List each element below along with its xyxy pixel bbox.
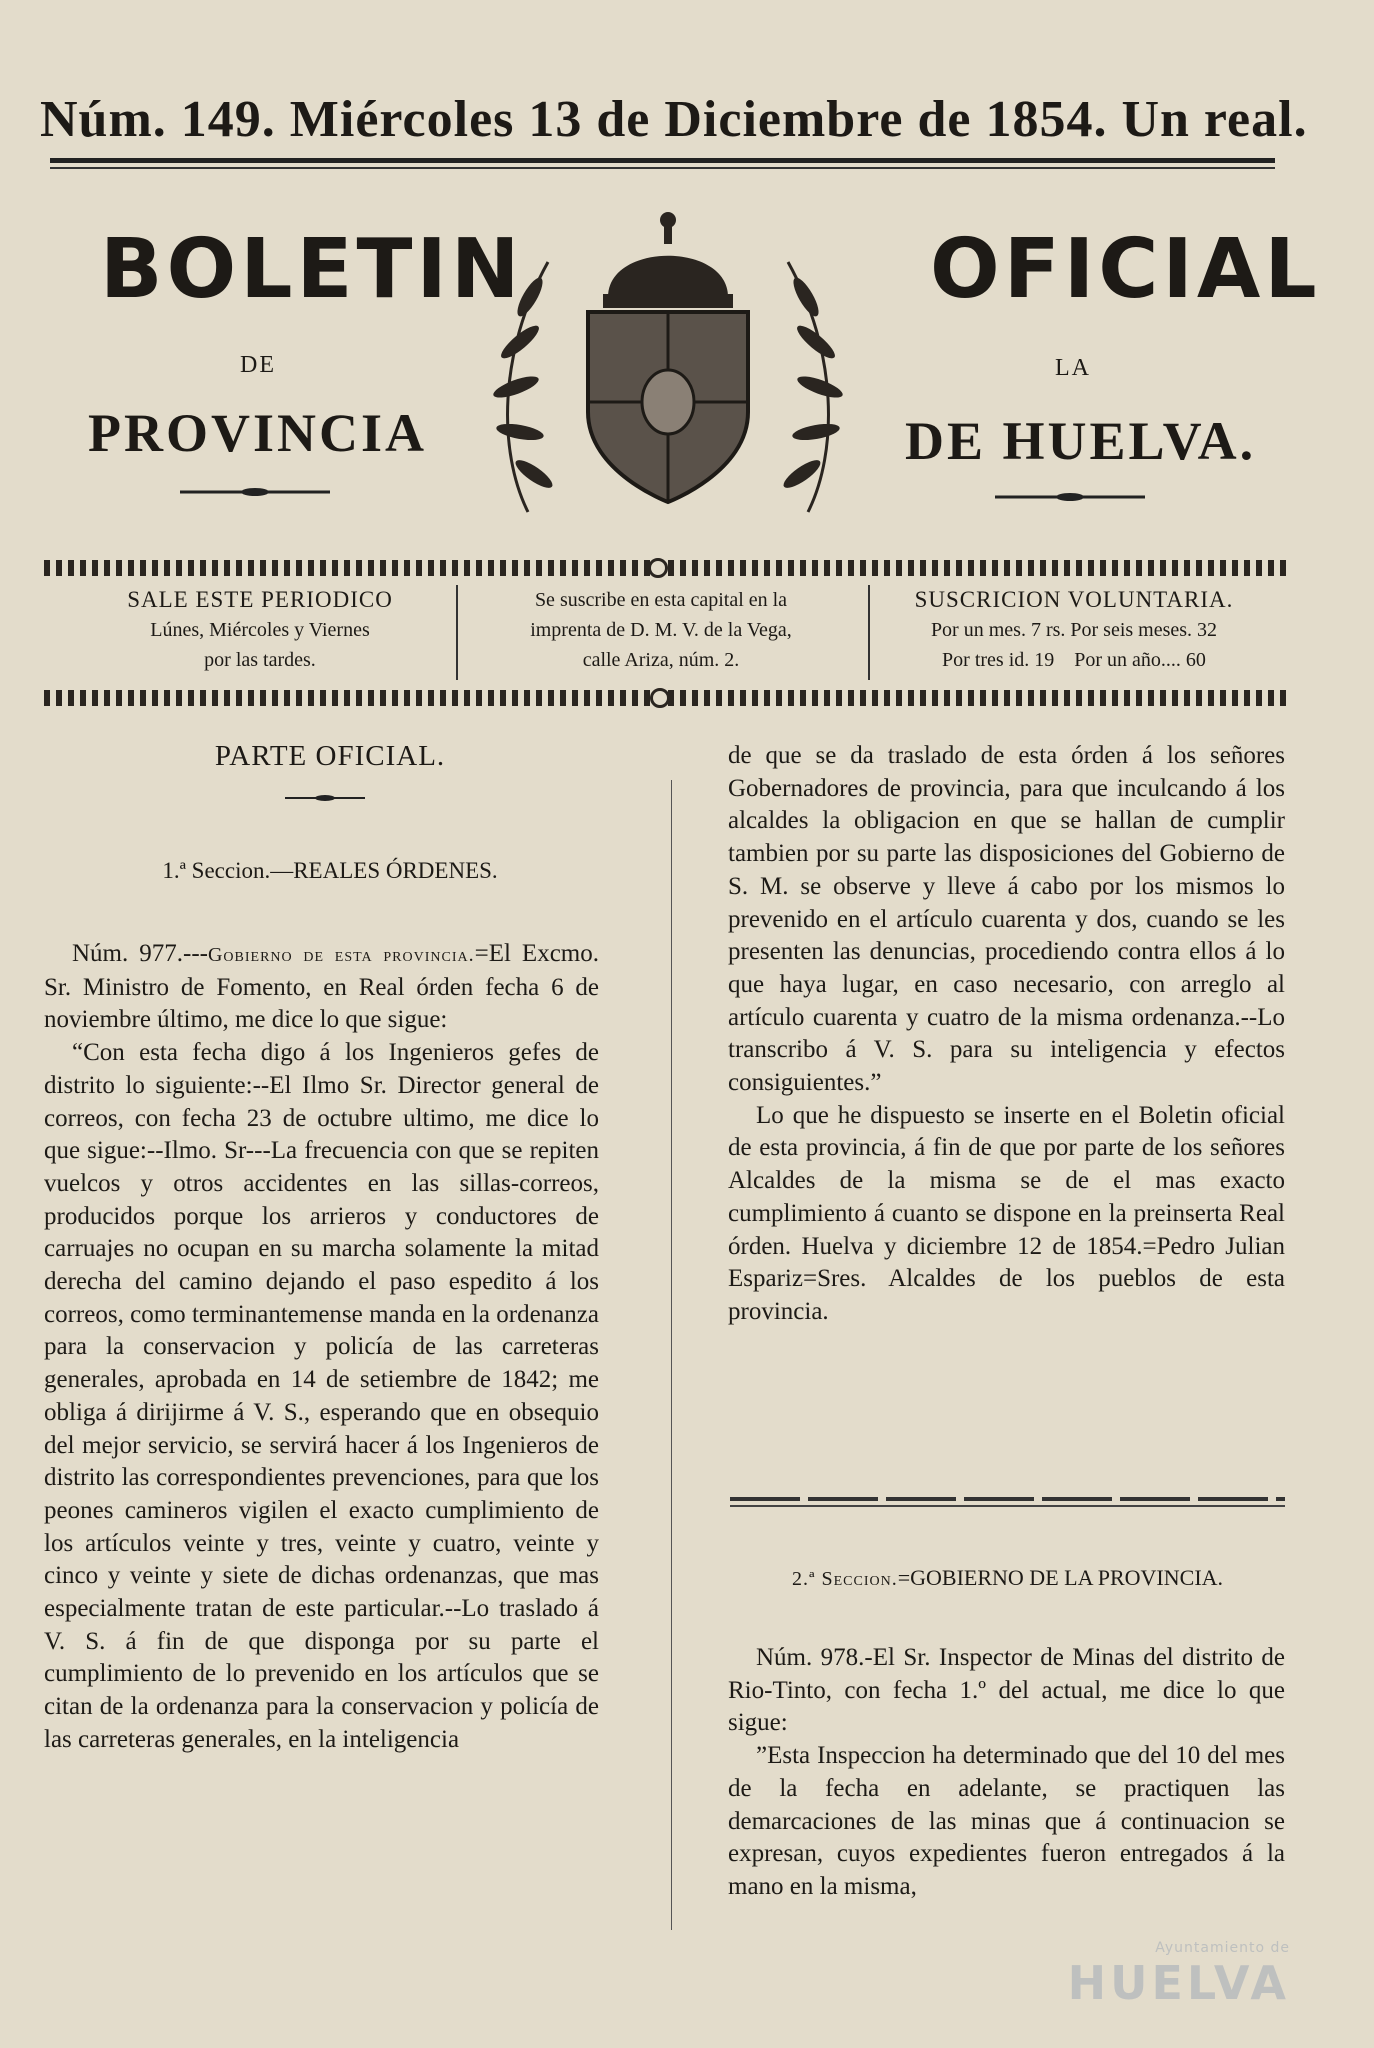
right-column-text-bottom <box>728 1642 1285 1904</box>
flourish-left <box>180 487 330 497</box>
info-box-publication <box>95 585 425 680</box>
decree-977-body: =El Excmo. Sr. Ministro de Fomento, en Real órden fecha 6 de noviembre último, me dice lo que sigue: <box>44 940 599 1034</box>
archive-watermark <box>990 1940 1290 2020</box>
section-2-title: =GOBIERNO DE LA PROVINCIA. <box>897 1565 1224 1590</box>
heading-flourish <box>285 793 365 803</box>
info-center-line2: imprenta de D. M. V. de la Vega, <box>530 619 792 641</box>
info-right-head: SUSCRICION VOLUNTARIA. <box>914 587 1234 612</box>
decree-977-number: Núm. 977.--- <box>72 940 208 967</box>
info-right-line3: Por tres id. 19 Por un año.... 60 <box>942 649 1206 671</box>
decree-977-quoted-order: “Con esta fecha digo á los Ingenieros gefes de distrito lo siguiente:--El Ilmo Sr. Director general de correos, con fecha 23 de octubre ultimo, me dice lo que sigue:--Ilmo. Sr---La frecuencia con que se repiten vuelcos y otros accidentes en las sillas-correos, producidos porque los arrieros y conductores de carruajes no ocupan en su marcha solamente la mitad derecha del camino dejando el paso espedito á los correos, como terminantemense manda en la ordenanza para la conservacion y policía de las carreteras generales, aprobada en 14 de setiembre de 1842; me obliga á dirijirme á V. S., esperando que en obsequio del mejor servicio, se servirá hacer á los Ingenieros de distrito las correspondientes prevenciones, para que los peones camineros vigilen el exacto cumplimiento de los artículos veinte y tres, veinte y cuatro, veinte y cinco y veinte y siete de dichas ordenanzas, que mas especialmente tratan de este particular.--Lo traslado á V. S. á fin de que disponga por su parte el cumplimiento de lo prevenido en los artículos que se citan de la ordenanza para la conservacion y policía de las carreteras generales, en la inteligencia <box>44 1039 599 1753</box>
section-2-label: 2.ª Seccion. <box>791 1568 898 1590</box>
watermark-line2: HUELVA <box>1067 1956 1290 2010</box>
royal-crest-emblem <box>468 202 868 522</box>
decree-977-authority: Gobierno de esta provincia. <box>207 944 475 966</box>
info-box-subscription-place <box>466 585 856 680</box>
masthead-rule-thick <box>50 158 1275 163</box>
section-1-heading: 1.ª Seccion.—REALES ÓRDENES. <box>162 858 498 883</box>
masthead-rule-thin <box>50 167 1275 169</box>
section-divider-thick <box>730 1497 1285 1501</box>
info-left-line3: por las tardes. <box>204 649 316 671</box>
flourish-right <box>995 492 1145 502</box>
info-left-line2: Lúnes, Miércoles y Viernes <box>150 619 370 641</box>
title-la: LA <box>1055 355 1091 381</box>
decree-977-intro <box>44 938 599 1037</box>
section-divider-thin <box>730 1505 1285 1507</box>
info-left-head: SALE ESTE PERIODICO <box>127 587 393 612</box>
section-2-heading <box>730 1565 1285 1591</box>
info-divider-1 <box>456 585 458 680</box>
column-divider <box>671 780 672 1930</box>
title-de: DE <box>240 352 276 378</box>
watermark-line1: Ayuntamiento de <box>1155 1940 1290 1956</box>
info-right-line2: Por un mes. 7 rs. Por seis meses. 32 <box>930 619 1218 641</box>
title-provincia: PROVINCIA <box>88 403 428 463</box>
left-column-text <box>44 938 599 1757</box>
info-box-prices <box>874 585 1274 680</box>
title-oficial: OFICIAL <box>930 222 1321 317</box>
info-center-line1: Se suscribe en esta capital en la <box>534 589 788 611</box>
info-center-line3: calle Ariza, núm. 2. <box>582 649 740 671</box>
masthead-line: Núm. 149. Miércoles 13 de Diciembre de 1854. Un real. <box>40 91 1308 148</box>
info-divider-2 <box>868 585 870 680</box>
parte-oficial-heading: PARTE OFICIAL. <box>214 740 446 772</box>
title-de-huelva: DE HUELVA. <box>905 411 1257 471</box>
decree-977-continuation: de que se da traslado de esta órden á los señores Gobernadores de provincia, para que inculcando á los alcaldes la obligacion en que se hallan de cumplir tambien por su parte las disposiciones del Gobierno de S. M. se observe y lleve á cabo por los mismos lo prevenido en el artículo cuarenta y dos, cuando se les presenten las denuncias, procediendo contra ellos á lo que haya lugar, en caso necesario, con arreglo al artículo cuarenta y cuatro de la misma ordenanza.--Lo transcribo á V. S. para su inteligencia y efectos consiguientes.” <box>728 742 1285 1097</box>
decree-978-quote: ”Esta Inspeccion ha determinado que del 10 del mes de la fecha en adelante, se practiquen las demarcaciones de las minas que á continuacion se expresan, cuyos expedientes fueron entregados á la mano en la misma, <box>728 1742 1285 1900</box>
right-column-text-top <box>728 740 1285 1329</box>
decree-978-intro: Núm. 978.-El Sr. Inspector de Minas del distrito de Rio-Tinto, con fecha 1.º del actual, me dice lo que sigue: <box>728 1644 1285 1737</box>
border-ornament-top <box>648 558 668 578</box>
title-boletin: BOLETIN <box>100 222 524 317</box>
decree-977-publication-order: Lo que he dispuesto se inserte en el Boletin oficial de esta provincia, á fin de que por parte de los señores Alcaldes de la misma se de el mas exacto cumplimiento á cuanto se dispone en la preinserta Real órden. Huelva y diciembre 12 de 1854.=Pedro Julian Espariz=Sres. Alcaldes de los pueblos de esta provincia. <box>728 1101 1285 1325</box>
border-ornament-bottom <box>650 688 670 708</box>
